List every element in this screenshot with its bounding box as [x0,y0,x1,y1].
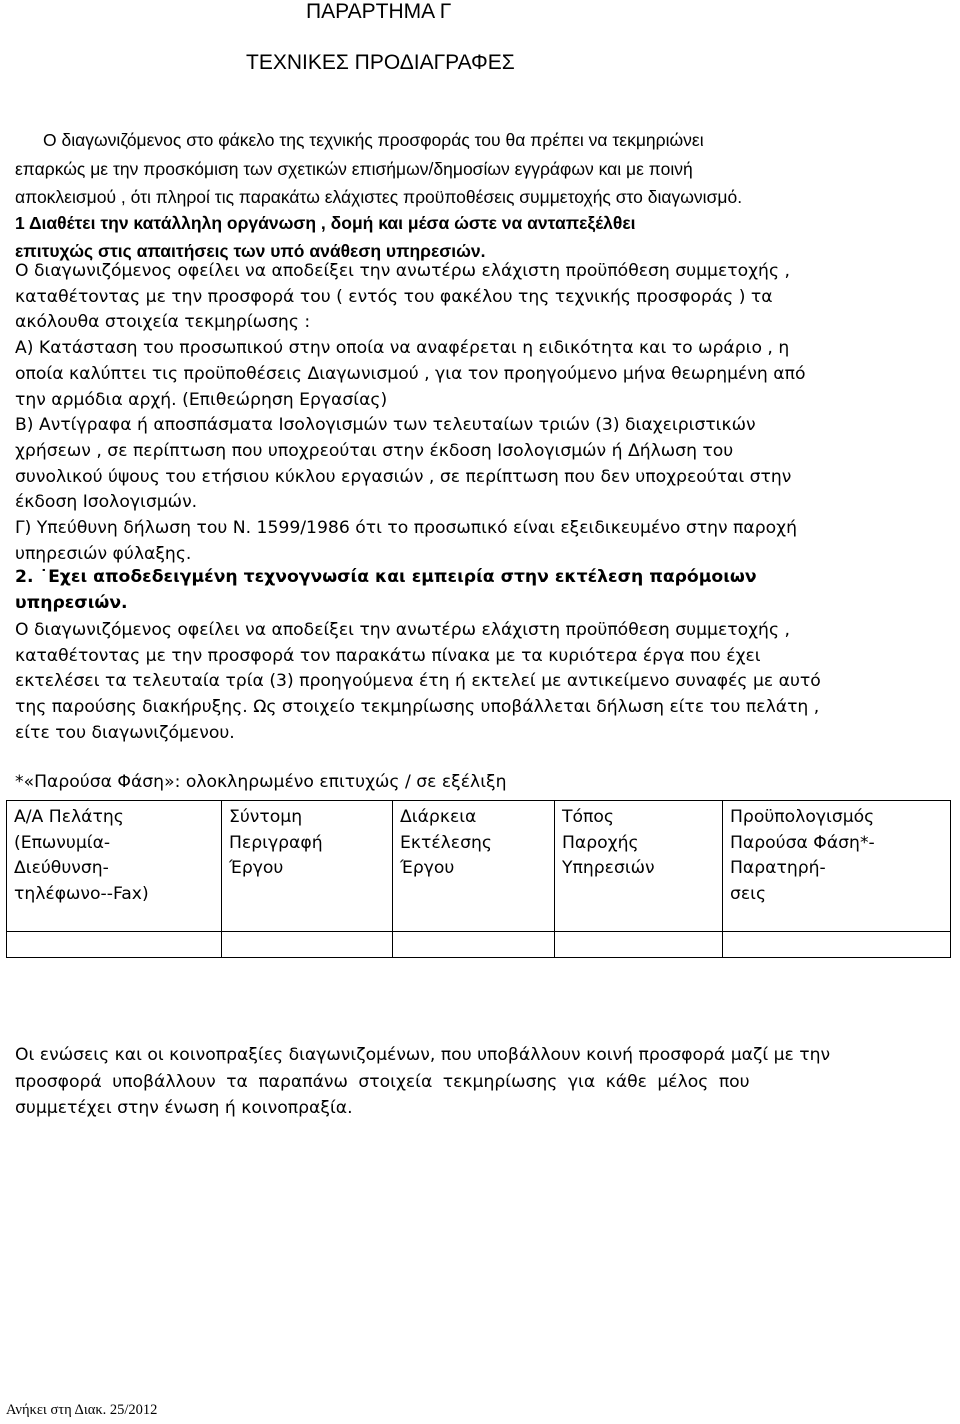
text-line: προσφορά υποβάλλουν τα παραπάνω στοιχεία τεκμηρίωσης για κάθε μέλος που [15,1071,750,1092]
table-cell [723,932,951,958]
text-line: καταθέτοντας με την προσφορά τον παρακάτω πίνακα με τα κυριότερα έργα που έχει [15,645,761,666]
text-line: υπηρεσιών φύλαξης. [15,543,192,564]
text-line: 2. ˙Εχει αποδεδειγμένη τεχνογνωσία και εμπειρία στην εκτέλεση παρόμοιων [15,567,757,587]
text-line: Γ) Υπεύθυνη δήλωση του Ν. 1599/1986 ότι το προσωπικό είναι εξειδικευμένο στην παροχή [15,518,797,539]
intro-paragraph [15,126,950,212]
text-line: Διεύθυνση- [14,858,109,878]
header-cell-description [222,801,393,932]
header-cell-duration [393,801,555,932]
table-row [7,932,951,958]
table-header-row [7,801,951,932]
text-line: Α) Κατάσταση του προσωπικού στην οποία να αναφέρεται η ειδικότητα και το ωράριο , η [15,338,790,359]
text-line: την αρμόδια αρχή. (Επιθεώρηση Εργασίας) [15,389,388,410]
header-cell-client [7,801,222,932]
text-line: Εκτέλεσης [400,832,492,853]
text-line: έκδοση Ισολογισμών. [15,492,198,513]
text-line: Διάρκεια [400,807,477,827]
text-line: Σύντομη [229,807,303,827]
text-line: Τόπος [562,807,614,827]
text-line: επιτυχώς στις απαιτήσεις των υπό ανάθεση υπηρεσιών. [15,241,486,261]
text-line: Β) Αντίγραφα ή αποσπάσματα Ισολογισμών των τελευταίων τριών (3) διαχειριστικών [15,415,756,436]
page-title: ΠΑΡΑΡΤΗΜΑ Γ [306,0,452,23]
text-line: συμμετέχει στην ένωση ή κοινοπραξία. [15,1098,353,1118]
table-cell [555,932,723,958]
projects-table [6,800,951,958]
section-2-heading [15,565,950,616]
text-line: Ο διαγωνιζόμενος οφείλει να αποδείξει την ανωτέρω ελάχιστη προϋπόθεση συμμετοχής , [15,620,790,640]
text-line: σεις [730,883,767,904]
text-line: Ο διαγωνιζόμενος στο φάκελο της τεχνικής προσφοράς του θα πρέπει να τεκμηριώνει [43,130,704,150]
text-line: Α/Α Πελάτης [14,807,124,827]
text-line: Οι ενώσεις και οι κοινοπραξίες διαγωνιζομένων, που υποβάλλουν κοινή προσφορά μαζί με την [15,1045,831,1065]
text-line: Παρούσα Φάση*- [730,832,875,853]
text-line: αποκλεισμού , ότι πληροί τις παρακάτω ελάχιστες προϋποθέσεις συμμετοχής στο διαγωνισμό. [15,187,743,207]
text-line: (Επωνυμία- [14,832,111,853]
text-line: είτε του διαγωνιζόμενου. [15,722,235,743]
text-line: συνολικού ύψους του ετήσιου κύκλου εργασιών , σε περίπτωση που δεν υποχρεούται στην [15,466,792,487]
table-cell [7,932,222,958]
header-cell-location [555,801,723,932]
text-line: Έργου [229,858,284,878]
page-subtitle: ΤΕΧΝΙΚΕΣ ΠΡΟΔΙΑΓΡΑΦΕΣ [246,51,515,74]
text-line: υπηρεσιών. [15,592,128,613]
text-line: επαρκώς με την προσκόμιση των σχετικών επισήμων/δημοσίων εγγράφων και με ποινή [15,158,693,179]
text-line: οποία καλύπτει τις προϋποθέσεις Διαγωνισμού , για τον προηγούμενο μήνα θεωρημένη από [15,363,806,384]
text-line: Προϋπολογισμός [730,807,875,827]
section-2-body [15,618,950,747]
text-line: Ο διαγωνιζόμενος οφείλει να αποδείξει την ανωτέρω ελάχιστη προϋπόθεση συμμετοχής , [15,261,790,281]
joint-venture-paragraph [15,1042,950,1122]
text-line: 1 Διαθέτει την κατάλληλη οργάνωση , δομή και μέσα ώστε να ανταπεξέλθει [15,213,636,233]
text-line: της παρούσης διακήρυξης. Ως στοιχείο τεκμηρίωσης υποβάλλεται δήλωση είτε του πελάτη , [15,697,820,718]
text-line: Έργου [400,858,455,878]
text-line: Περιγραφή [229,832,323,853]
text-line: Υπηρεσιών [562,858,655,878]
table-footnote: *«Παρούσα Φάση»: ολοκληρωμένο επιτυχώς / σε εξέλιξη [15,772,507,792]
text-line: τηλέφωνο--Fax) [14,883,149,904]
text-line: εκτελέσει τα τελευταία τρία (3) προηγούμενα έτη ή εκτελεί με αντικείμενο συναφές με αυτό [15,671,821,692]
text-line: Παροχής [562,832,639,853]
section-1-heading [15,209,950,265]
document-reference: Ανήκει στη Διακ. 25/2012 [6,1402,158,1418]
table-cell [222,932,393,958]
section-1-body [15,259,950,567]
header-cell-budget [723,801,951,932]
text-line: χρήσεων , σε περίπτωση που υποχρεούται στην έκδοση Ισολογισμών ή Δήλωση του [15,440,734,461]
text-line: ακόλουθα στοιχεία τεκμηρίωσης : [15,312,311,333]
text-line: καταθέτοντας με την προσφορά του ( εντός του φακέλου της τεχνικής προσφοράς ) τα [15,286,773,307]
table-cell [393,932,555,958]
text-line: Παρατηρή- [730,858,826,878]
